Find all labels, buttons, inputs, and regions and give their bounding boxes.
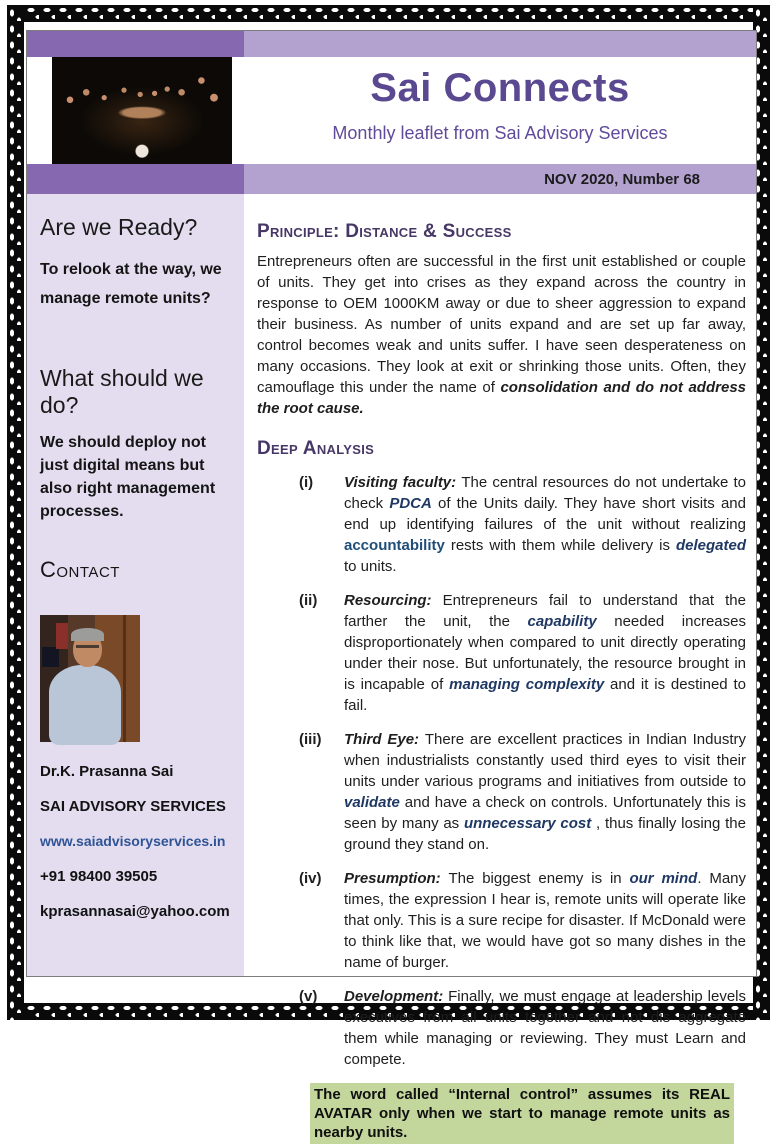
decorative-border-left bbox=[7, 5, 24, 1020]
analysis-item bbox=[257, 590, 746, 716]
sidebar-question-heading: Are we Ready? bbox=[40, 214, 198, 240]
group-photo bbox=[52, 57, 232, 164]
issue-number: NOV 2020, Number 68 bbox=[544, 170, 700, 188]
page-title: Sai Connects bbox=[370, 66, 630, 110]
portrait-shirt-shape bbox=[49, 665, 121, 745]
top-band-dark-segment bbox=[27, 31, 244, 57]
analysis-item bbox=[257, 868, 746, 973]
principle-heading: Principle: Distance & Success bbox=[257, 221, 512, 242]
contact-heading: Contact bbox=[40, 557, 120, 582]
contact-name: Dr.K. Prasanna Sai bbox=[40, 763, 174, 780]
analysis-item-number: (iii) bbox=[299, 731, 322, 748]
analysis-item-number: (ii) bbox=[299, 592, 318, 609]
analysis-item-number: (v) bbox=[299, 988, 318, 1005]
top-band-light-segment bbox=[244, 31, 756, 57]
analysis-heading: Deep Analysis bbox=[257, 438, 375, 459]
masthead-titles bbox=[244, 57, 756, 144]
issue-band-light-segment bbox=[244, 164, 756, 194]
columns bbox=[27, 194, 756, 1141]
portrait-glasses-shape bbox=[76, 645, 99, 648]
sidebar-answer-text: We should deploy not just digital means but also right management processes. bbox=[40, 434, 216, 520]
portrait-wall-art-shape bbox=[56, 623, 68, 649]
issue-band-dark-segment bbox=[27, 164, 244, 194]
analysis-item-text: Development: Finally, we must engage at leadership levels executives from all units together and not dis aggregate them while managing or reviewing. They must Learn and compete. bbox=[344, 988, 746, 1068]
analysis-item-text: Resourcing: Entrepreneurs fail to understand that the farther the unit, the capability needed increases disproportionately when compared to unit directly operating under their nose. But unfortunately, the resource brought in is incapable of managing complexity and it is destined to fail. bbox=[344, 592, 746, 714]
analysis-item-number: (iv) bbox=[299, 870, 322, 887]
contact-email: kprasannasai@yahoo.com bbox=[40, 903, 230, 920]
sidebar bbox=[27, 194, 244, 976]
portrait-tv-shape bbox=[42, 647, 59, 667]
top-band bbox=[27, 31, 756, 57]
analysis-item bbox=[257, 729, 746, 855]
contact-company: SAI ADVISORY SERVICES bbox=[40, 798, 226, 815]
analysis-item-text: Visiting faculty: The central resources do not undertake to check PDCA of the Units daily. They have short visits and end up identifying failures of the unit without realizing accountability rests with them while delivery is delegated to units. bbox=[344, 474, 746, 575]
sidebar-answer-heading: What should we do? bbox=[40, 365, 204, 418]
portrait-photo bbox=[40, 615, 140, 742]
analysis-item-number: (i) bbox=[299, 474, 314, 491]
analysis-item bbox=[257, 986, 746, 1070]
highlighted-takeaway: The word called “Internal control” assumes its REAL AVATAR only when we start to manage remote units as nearby units. bbox=[310, 1083, 734, 1144]
principle-paragraph: Entrepreneurs often are successful in the first unit established or couple of units. They get into crises as they expand across the country in response to OEM 1000KM away or due to sheer aggression to expand their business. As number of units expand and are set up far away, control becomes weak and units suffer. I have seen desperateness on many occasions. They look at exit or shrinking those units. Often, they camouflage this under the name of consolidation and do not address the root cause. bbox=[257, 253, 746, 417]
analysis-item-text: Third Eye: There are excellent practices in Indian Industry when industrialists constantly used third eyes to visit their units under various programs and initiatives from outside to validate and have a check on controls. Unfortunately this is seen by many as unnecessary cost , thus finally losing the ground they stand on. bbox=[344, 731, 746, 853]
main-article bbox=[244, 194, 756, 1141]
website-link[interactable]: www.saiadvisoryservices.in bbox=[40, 833, 226, 849]
page-subtitle: Monthly leaflet from Sai Advisory Services bbox=[332, 123, 668, 143]
analysis-item-text: Presumption: The biggest enemy is in our mind. Many times, the expression I hear is, remote units will operate like that only. This is a sure recipe for disaster. If McDonald were to think like that, we would have got so many dishes in the name of burger. bbox=[344, 870, 746, 971]
contact-phone: +91 98400 39505 bbox=[40, 868, 158, 885]
page-content bbox=[26, 30, 757, 1141]
analysis-item bbox=[257, 472, 746, 577]
portrait-hair-shape bbox=[71, 628, 104, 641]
decorative-border-top bbox=[7, 5, 770, 22]
portrait-door-line bbox=[123, 615, 126, 742]
sidebar-question-text: To relook at the way, we manage remote units? bbox=[40, 261, 222, 307]
issue-band bbox=[27, 164, 756, 194]
